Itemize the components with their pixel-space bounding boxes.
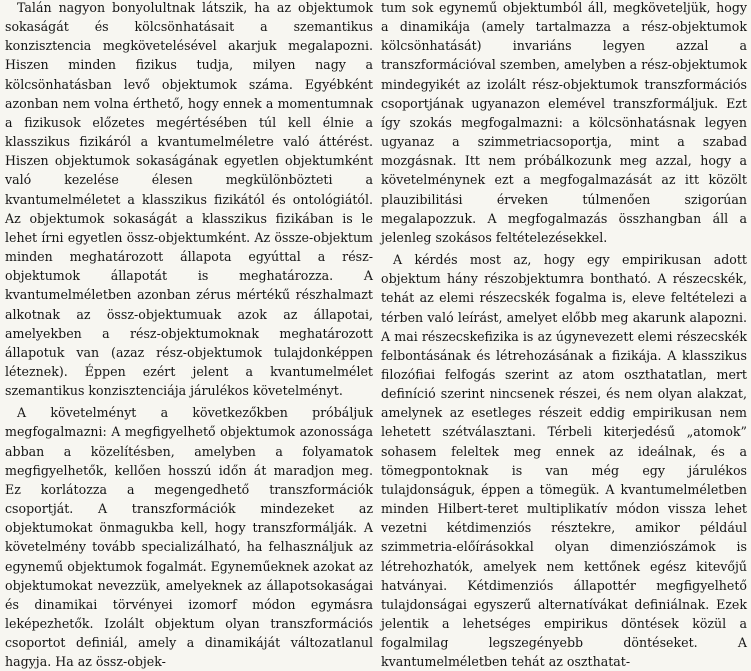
paragraph: tum sok egynemű objektumból áll, megköveteljük, hogy a dinamikája (amely tartalmazza a rész-objektumok kölcsönhatását) invariáns legyen azzal a transzformációval szemben, amelyben a rész-objektumok mindegyikét az izolált rész-objektumok transzformációs csoportjának ugyanazon elemével transzformáljuk. Ezt így szokás megfogalmazni: a kölcsönhatásnak legyen ugyanaz a szimmetriacsoportja, mint a szabad mozgásnak. Itt nem próbálkozunk meg azzal, hogy a követelménynek ezt a megfogalmazását az itt közölt plauzibilitási érveken túlmenően szigorúan megalapozzuk. A megfogalmazás összhangban áll a jelenleg szokásos feltételezésekkel. xyxy=(381,0,747,245)
right-column xyxy=(381,0,747,671)
paragraph: Talán nagyon bonyolultnak látszik, ha az objektumok sokaságát és kölcsönhatásait a szemantikus konzisztencia megkövetelésével akarjuk megalapozni. Hiszen minden fizikus tudja, milyen nagy a kölcsönhatásban levő objektumok száma. Egyébként azonban nem volna érthető, hogy ennek a momentumnak a fizikusok előzetes megértésében túl kell élnie a klasszikus fizikáról a kvantumelméletre való áttérést. Hiszen objektumok sokaságának egyetlen objektumként való kezelése élesen megkülönbözteti a kvantumelméletet a klasszikus fizikától és ontológiától. Az objektumok sokaságát a klasszikus fizikában is le lehet írni egyetlen össz-objektumként. Az össze-objektum minden meghatározott állapota egyúttal a rész-objektumok állapotát is meghatározza. A kvantumelméletben azonban zérus mértékű részhalmazt alkotnak az össz-objektumuak azok az állapotai, amelyekben a rész-objektumoknak meghatározott állapotuk van (azaz rész-objektumok tulajdonképpen léteznek). Éppen ezért jelent a kvantumelmélet szemantikus konzisztenciája járulékos követelményt. xyxy=(5,0,373,399)
paragraph: A kérdés most az, hogy egy empirikusan adott objektum hány részobjektumra bontható. A részecskék, tehát az elemi részecskék fogalma is, eleve feltételezi a térben való leírást, amelyet előbb meg akarunk alapozni. A mai részecskefizika is az úgynevezett elemi részecskék felbontásának és létrehozásának a fizikája. A klasszikus filozófiai felfogás szerint az atom oszthatatlan, mert definíció szerint nincsenek részei, és nem olyan alakzat, amelynek az esetleges részeit eddig empirikusan nem lehetett szétválasztani. Térbeli kiterjedésű „atomok” sohasem feleltek meg ennek az ideálnak, és a tömegpontoknak is van még egy járulékos tulajdonságuk, éppen a tömegük. A kvantumelméletben minden Hilbert-teret multiplikatív módon vissza lehet vezetni kétdimenziós résztekre, amikor például szimmetria-előírásokkal olyan dimenziószámok is létrehozhatók, amelyek nem kettőnek egész kitevőjű hatványai. Kétdimenziós állapottér megfigyelhető tulajdonságai egyszerű alternatívákat definiálnak. Ezek jelentik a lehetséges empirikus döntések közül a fogalmilag legszegényebb döntéseket. A kvantumelméletben tehát az oszthatat- xyxy=(381,252,747,670)
left-column xyxy=(5,0,373,671)
paragraph: A követelményt a következőkben próbáljuk megfogalmazni: A megfigyelhető objektumok azonossága abban a közelítésben, amelyben a folyamatok megfigyelhetők, kellően hosszú időn át maradjon meg. Ez korlátozza a megengedhető transzformációk csoportját. A transzformációk mindezeket az objektumokat önmagukba kell, hogy transzformálják. A követelmény tovább specializálható, ha felhasználjuk az egynemű objektumok fogalmát. Egyneműeknek azokat az objektumokat nevezzük, amelyeknek az állapotsokaságai és dinamikai törvényei izomorf módon egymásra leképezhetők. Izolált objektum olyan transzformációs csoportot definiál, amely a dinamikáját változatlanul hagyja. Ha az össz-objek- xyxy=(5,405,373,670)
